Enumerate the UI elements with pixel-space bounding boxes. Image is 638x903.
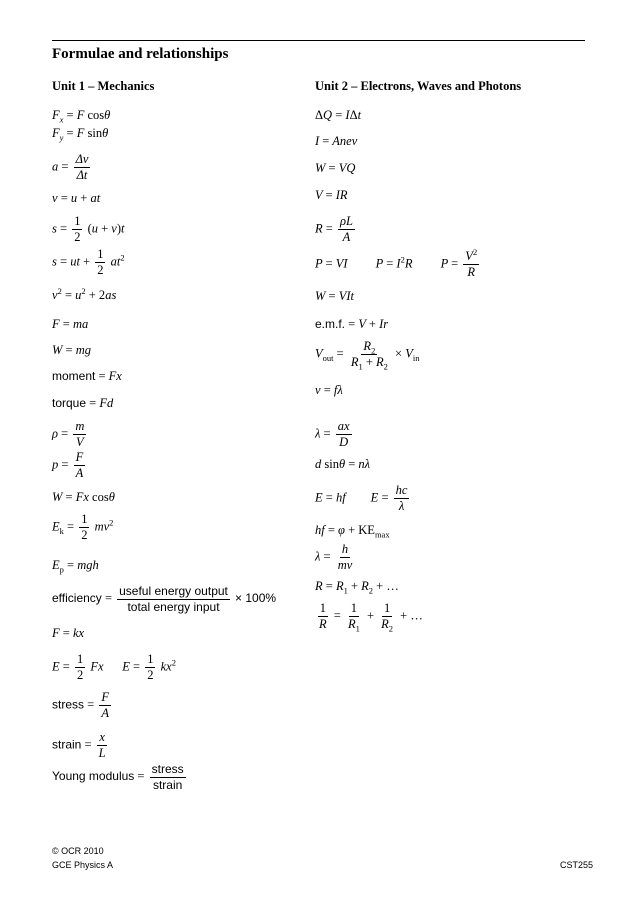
unit2-heading: Unit 2 – Electrons, Waves and Photons [315, 79, 522, 93]
formula-young-double-slit: λ = $\frac{ax}{D}$ [315, 419, 350, 450]
formula-photon-energy: E = hf E = $\frac{hc}{\lambda}$ [315, 483, 408, 514]
formula-power: P = VI $P = I^2R$ P = $\frac{V^2}{R}$ [315, 246, 478, 280]
formula-w-mg: W = mg [52, 343, 92, 357]
formula-charge: ΔQ = IΔt [315, 108, 362, 122]
formula-v-ir: V = IR [315, 188, 348, 202]
stress-label: stress [52, 697, 85, 712]
formula-s-ut: s = ut + $\frac{1}{2}$ $at^2$ [52, 247, 125, 278]
formula-torque: torque = Fd [52, 396, 114, 410]
formula-resistors-parallel: $\frac{1}{R}$ = $\frac{1}{R_1}$ + $\frac{1}{R_2}$ + … [319, 601, 423, 634]
formula-grating: d sinθ = nλ [315, 457, 371, 471]
young-stress: stress [151, 762, 184, 776]
formula-work: W = Fx cosθ [52, 490, 115, 504]
formula-potential-divider: $V_{out}$ = $\frac{R_2}{R_1 + R_2}$ × $V_{in}$ [315, 339, 420, 372]
formula-potential-energy: $E_p$ = mgh [52, 558, 99, 575]
unit1-heading: Unit 1 – Mechanics [52, 79, 155, 93]
useful-energy-output: useful energy output [119, 584, 228, 598]
top-rule [52, 40, 585, 41]
formula-w-vq: W = VQ [315, 161, 356, 175]
formula-stress: stress = $\frac{F}{A}$ [52, 690, 109, 721]
formula-density: ρ = $\frac{m}{V}$ [52, 419, 85, 450]
young-modulus-label: Young modulus [52, 768, 135, 783]
formula-photoelectric: hf = $\varphi + KE_{max}$ [315, 523, 390, 540]
formula-strain: strain = $\frac{x}{L}$ [52, 730, 106, 761]
formula-young-modulus: Young modulus = $\frac{\text{stress}}{\text{strain}}$ [52, 762, 184, 792]
formula-energy-vit: W = VIt [315, 289, 355, 303]
formula-resistivity: R = $\frac{\rho L}{A}$ [315, 214, 353, 245]
formula-acceleration: a = $\frac{\Delta v}{\Delta t}$ [52, 152, 89, 183]
percent-factor: × 100% [235, 590, 277, 605]
formula-moment: moment = Fx [52, 369, 122, 383]
strain-label: strain [52, 737, 82, 752]
footer-copyright: © OCR 2010 [52, 846, 104, 856]
formula-hooke: F = kx [52, 626, 85, 640]
formula-v2: $v^2 = u^2 + 2as$ [52, 285, 117, 302]
moment-label: moment [52, 369, 96, 383]
formula-v-u-at: v = u + at [52, 191, 101, 205]
formula-emf: e.m.f. = V + Ir [315, 317, 389, 331]
formula-efficiency: efficiency = $\frac{\text{useful energy output}}{\text{total energy input}}$ × 100% [52, 584, 277, 614]
formula-kinetic-energy: $E_k$ = $\frac{1}{2}$ $mv^2$ [52, 512, 114, 543]
formula-f-ma: F = ma [52, 317, 89, 331]
formula-elastic-energy: E = $\frac{1}{2}$ Fx E = $\frac{1}{2}$ $kx^2$ [52, 652, 176, 683]
efficiency-label: efficiency [52, 590, 102, 605]
formula-wave-speed: v = fλ [315, 383, 343, 397]
formula-pressure: p = $\frac{F}{A}$ [52, 450, 84, 481]
formula-fy: $F_y = F$ sinθ [52, 126, 109, 143]
page-title: Formulae and relationships [52, 46, 229, 62]
footer-code: CST255 [560, 860, 594, 870]
total-energy-input: total energy input [127, 599, 220, 614]
formula-current: I = Anev [315, 134, 358, 148]
emf-label: e.m.f. [315, 317, 346, 331]
young-strain: strain [152, 777, 183, 792]
formula-s-average: s = $\frac{1}{2}$ (u + v)t [52, 214, 125, 245]
formula-fx: $F_x = F$ cosθ [52, 108, 111, 125]
formula-resistors-series: $R = R_1 + R_2$ + … [315, 579, 399, 596]
footer-course: GCE Physics A [52, 860, 114, 870]
formula-de-broglie: λ = $\frac{h}{mv}$ [315, 542, 353, 573]
torque-label: torque [52, 396, 87, 410]
